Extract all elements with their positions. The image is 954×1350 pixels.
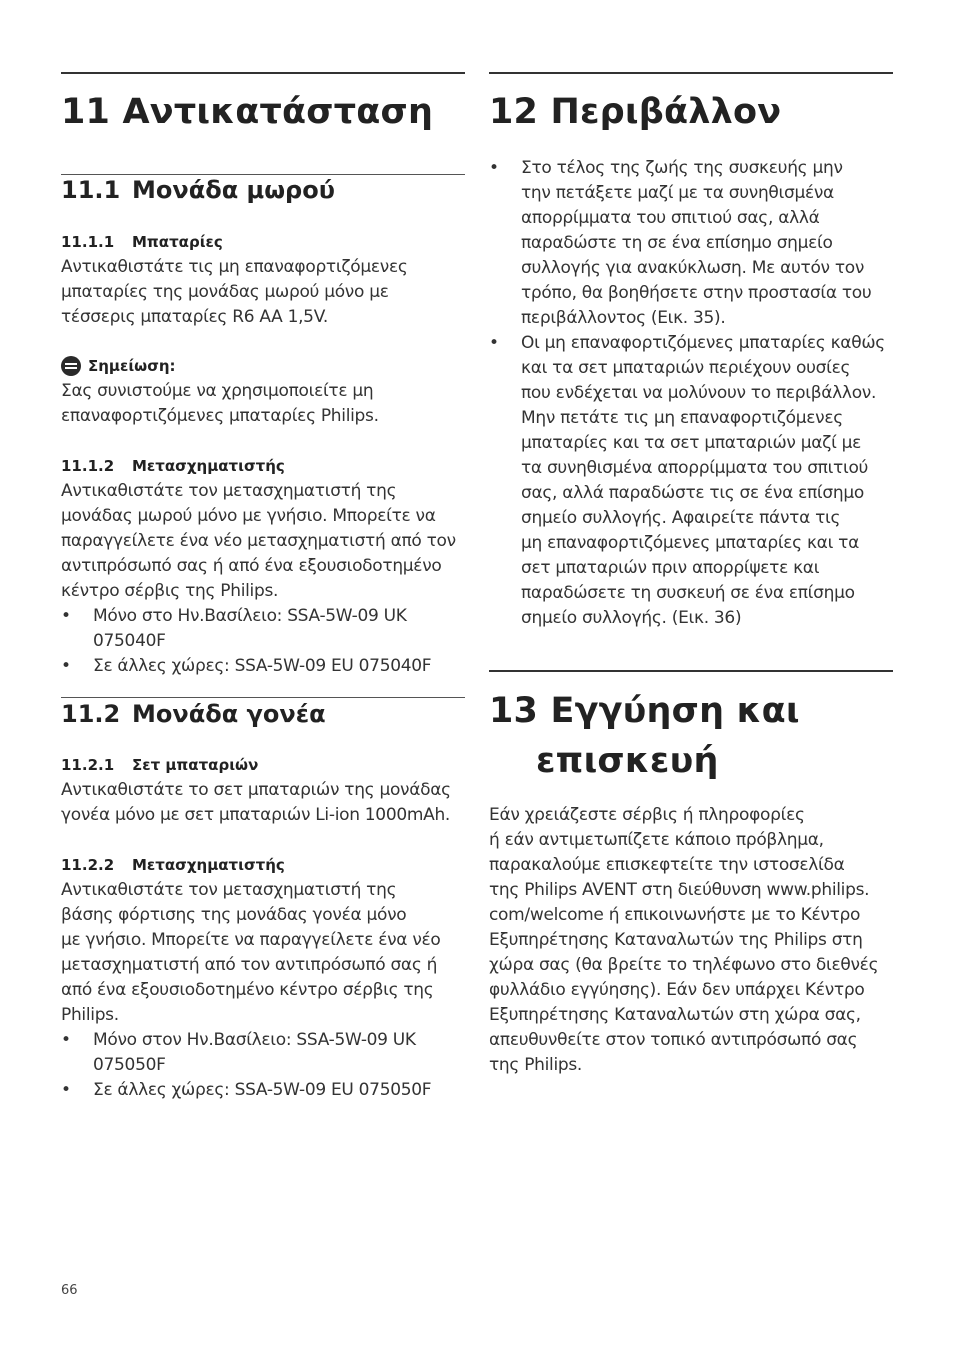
section-11-2-heading (61, 700, 326, 728)
chapter-rule (61, 72, 465, 74)
section-title: Μονάδα γονέα (132, 700, 326, 728)
subsection-11-2-2-heading (61, 856, 285, 874)
environment-list (489, 156, 885, 631)
chapter-13-title-line-1: 13 Εγγύηση και (489, 691, 800, 731)
subsection-11-1-2-heading (61, 457, 285, 475)
section-title: Μονάδα μωρού (132, 176, 335, 204)
note-heading (61, 356, 176, 376)
subsection-11-1-1-heading (61, 233, 223, 251)
subsection-number: 11.2.1 (61, 756, 115, 774)
parent-adapter-model-list (61, 1028, 431, 1103)
adapter-model-list (61, 604, 431, 679)
batteries-paragraph: Αντικαθιστάτε τις μη επαναφορτιζόμενες μπαταρίες της μονάδας μωρού μόνο με τέσσερις μπαταρίες R6 AA 1,5V. (61, 257, 408, 327)
subsection-title: Σετ μπαταριών (132, 756, 259, 774)
chapter-rule (489, 72, 893, 74)
list-item: • Στο τέλος της ζωής της συσκευής μην την πετάξετε μαζί με τα συνηθισμένα απορρίμματα του σπιτιού σας, αλλά παραδώστε τη σε ένα επίσημο σημείο συλλογής για ανακύκλωση. Με αυτόν τον τρόπο, θα βοηθήσετε στην προστασία του περιβάλλοντος (Εικ. 35). (489, 156, 885, 331)
chapter-11-title: 11 Αντικατάσταση (61, 92, 434, 132)
note-paragraph: Σας συνιστούμε να χρησιμοποιείτε μη επαναφορτιζόμενες μπαταρίες Philips. (61, 381, 379, 426)
section-number: 11.2 (61, 700, 121, 728)
list-item: • Οι μη επαναφορτιζόμενες μπαταρίες καθώς και τα σετ μπαταριών περιέχουν ουσίες που ενδέχεται να μολύνουν το περιβάλλον. Μην πετάτε τις μη επαναφορτιζόμενες μπαταρίες και τα σετ μπαταριών μαζί με τα συνηθισμένα απορρίμματα του σπιτιού σας, αλλά παραδώστε τις σε ένα επίσημο σημείο συλλογής. Αφαιρείτε πάντα τις μη επαναφορτιζόμενες μπαταρίες και τα σετ μπαταριών πριν απορρίψετε και παραδώσετε τη συσκευή σε ένα επίσημο σημείο συλλογής. (Εικ. 36) (489, 331, 885, 631)
subsection-11-2-1-heading (61, 756, 258, 774)
page-number: 66 (61, 1283, 78, 1298)
parent-adapter-paragraph: Αντικαθιστάτε τον μετασχηματιστή της βάσης φόρτισης της μονάδας γονέα μόνο με γνήσιο. Μπορείτε να παραγγείλετε ένα νέο μετασχηματιστή από τον αντιπρόσωπό σας ή από ένα εξουσιοδοτημένο κέντρο σέρβις της Philips. (61, 880, 441, 1025)
list-item: • Σε άλλες χώρες: SSA-5W-09 EU 075040F (61, 654, 431, 679)
section-rule (61, 174, 465, 175)
section-rule (61, 697, 465, 698)
subsection-title: Μετασχηματιστής (132, 856, 285, 874)
subsection-number: 11.1.1 (61, 233, 115, 251)
chapter-13-title-line-2: επισκευή (536, 741, 719, 781)
warranty-paragraph: Εάν χρειάζεστε σέρβις ή πληροφορίες ή εάν αντιμετωπίζετε κάποιο πρόβλημα, παρακαλούμε επισκεφτείτε την ιστοσελίδα της Philips AVENT στη διεύθυνση www.philips. com/welcome ή επικοινωνήστε με το Κέντρο Εξυπηρέτησης Καταναλωτών της Philips στη χώρα σας (θα βρείτε το τηλέφωνο στο διεθνές φυλλάδιο εγγύησης). Εάν δεν υπάρχει Κέντρο Εξυπηρέτησης Καταναλωτών στη χώρα σας, απευθυνθείτε στον τοπικό αντιπρόσωπό σας της Philips. (489, 805, 879, 1075)
subsection-number: 11.1.2 (61, 457, 115, 475)
chapter-12-title: 12 Περιβάλλον (489, 92, 782, 132)
list-item: • Σε άλλες χώρες: SSA-5W-09 EU 075050F (61, 1078, 431, 1103)
list-item: • Μόνο στο Ην.Βασίλειο: SSA-5W-09 UK 075040F (61, 604, 431, 654)
subsection-title: Μπαταρίες (132, 233, 223, 251)
note-icon (61, 356, 81, 376)
battery-pack-paragraph: Αντικαθιστάτε το σετ μπαταριών της μονάδας γονέα μόνο με σετ μπαταριών Li-ion 1000mAh. (61, 780, 451, 825)
adapter-paragraph: Αντικαθιστάτε τον μετασχηματιστή της μονάδας μωρού μόνο με γνήσιο. Μπορείτε να παραγγείλετε ένα νέο μετασχηματιστή από τον αντιπρόσωπό σας ή από ένα εξουσιοδοτημένο κέντρο σέρβις της Philips. (61, 481, 456, 601)
chapter-rule (489, 670, 893, 672)
section-number: 11.1 (61, 176, 121, 204)
list-item: • Μόνο στον Ην.Βασίλειο: SSA-5W-09 UK 075050F (61, 1028, 431, 1078)
section-11-1-heading (61, 176, 335, 204)
subsection-number: 11.2.2 (61, 856, 115, 874)
note-label: Σημείωση: (88, 357, 176, 375)
subsection-title: Μετασχηματιστής (132, 457, 285, 475)
